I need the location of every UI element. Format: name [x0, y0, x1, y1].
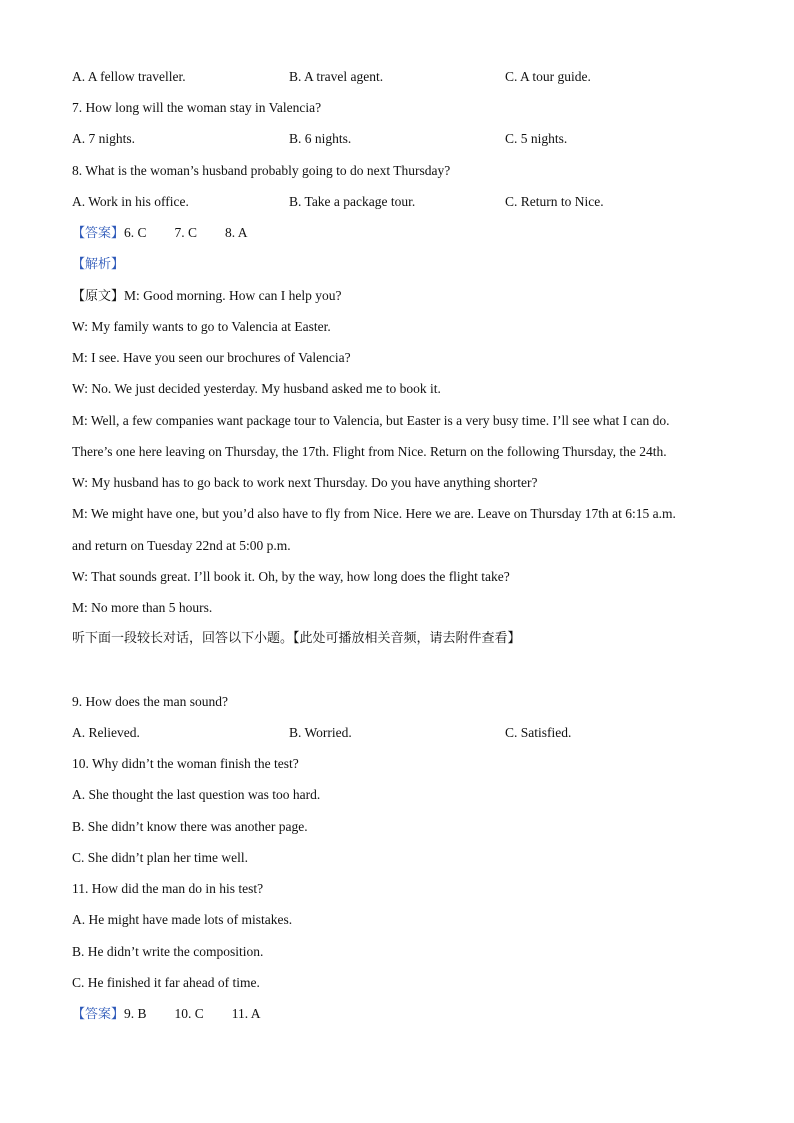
analysis-tag: 【解析】: [72, 257, 125, 272]
answer-9: 9. B: [124, 1006, 147, 1021]
answer-line-2: [72, 1005, 261, 1024]
listening-instruction: 听下面一段较长对话，回答以下小题。【此处可播放相关音频，请去附件查看】: [72, 631, 521, 646]
transcript-tag: 【原文】: [72, 289, 125, 304]
q11-option-a: A. He might have made lots of mistakes.: [72, 912, 293, 927]
q6-options: [72, 68, 722, 86]
answer-tag: 【答案】: [72, 226, 125, 241]
transcript-line-3: M: I see. Have you seen our brochures of Valencia?: [72, 350, 351, 365]
question-8: 8. What is the woman’s husband probably going to do next Thursday?: [72, 163, 451, 178]
q6-option-c: C. A tour guide.: [505, 69, 591, 84]
answer-11: 11. A: [231, 1006, 261, 1021]
q8-option-c: C. Return to Nice.: [505, 194, 604, 209]
analysis-heading: [72, 255, 124, 274]
q9-options: [72, 724, 722, 742]
q9-option-a: A. Relieved.: [72, 725, 140, 740]
q9-option-b: B. Worried.: [289, 725, 352, 740]
transcript-line-7: W: My husband has to go back to work next Thursday. Do you have anything shorter?: [72, 475, 538, 490]
q10-option-b: B. She didn’t know there was another page.: [72, 819, 308, 834]
q9-option-c: C. Satisfied.: [505, 725, 572, 740]
q7-option-b: B. 6 nights.: [289, 131, 352, 146]
q7-option-c: C. 5 nights.: [505, 131, 568, 146]
answer-7: 7. C: [174, 225, 198, 240]
answer-6: 6. C: [124, 225, 147, 240]
transcript-line-8: M: We might have one, but you’d also have to fly from Nice. Here we are. Leave on Thursday 17th at 6:15 a.m.: [72, 506, 676, 521]
q8-options: [72, 193, 722, 211]
answer-tag: 【答案】: [72, 1007, 125, 1022]
transcript-line-9: and return on Tuesday 22nd at 5:00 p.m.: [72, 538, 291, 553]
transcript-line-10: W: That sounds great. I’ll book it. Oh, by the way, how long does the flight take?: [72, 569, 510, 584]
question-10: 10. Why didn’t the woman finish the test?: [72, 756, 299, 771]
answer-8: 8. A: [225, 225, 248, 240]
answer-10: 10. C: [174, 1006, 204, 1021]
q7-options: [72, 130, 722, 148]
transcript-line-6: There’s one here leaving on Thursday, the 17th. Flight from Nice. Return on the following Thursday, the 24th.: [72, 444, 667, 459]
question-11: 11. How did the man do in his test?: [72, 881, 264, 896]
q8-option-b: B. Take a package tour.: [289, 194, 416, 209]
transcript-text: M: Good morning. How can I help you?: [124, 288, 342, 303]
question-7: 7. How long will the woman stay in Valencia?: [72, 100, 322, 115]
q11-option-b: B. He didn’t write the composition.: [72, 944, 264, 959]
q7-option-a: A. 7 nights.: [72, 131, 136, 146]
q10-option-c: C. She didn’t plan her time well.: [72, 850, 248, 865]
transcript-line-11: M: No more than 5 hours.: [72, 600, 213, 615]
transcript-line-4: W: No. We just decided yesterday. My husband asked me to book it.: [72, 381, 441, 396]
q10-option-a: A. She thought the last question was too hard.: [72, 787, 321, 802]
question-9: 9. How does the man sound?: [72, 694, 228, 709]
transcript-line-5: M: Well, a few companies want package tour to Valencia, but Easter is a very busy time. I’ll see what I can do.: [72, 413, 670, 428]
transcript-line-1: [72, 287, 341, 306]
q8-option-a: A. Work in his office.: [72, 194, 189, 209]
q6-option-b: B. A travel agent.: [289, 69, 384, 84]
answer-line-1: [72, 224, 248, 243]
q6-option-a: A. A fellow traveller.: [72, 69, 186, 84]
transcript-line-2: W: My family wants to go to Valencia at Easter.: [72, 319, 331, 334]
q11-option-c: C. He finished it far ahead of time.: [72, 975, 260, 990]
